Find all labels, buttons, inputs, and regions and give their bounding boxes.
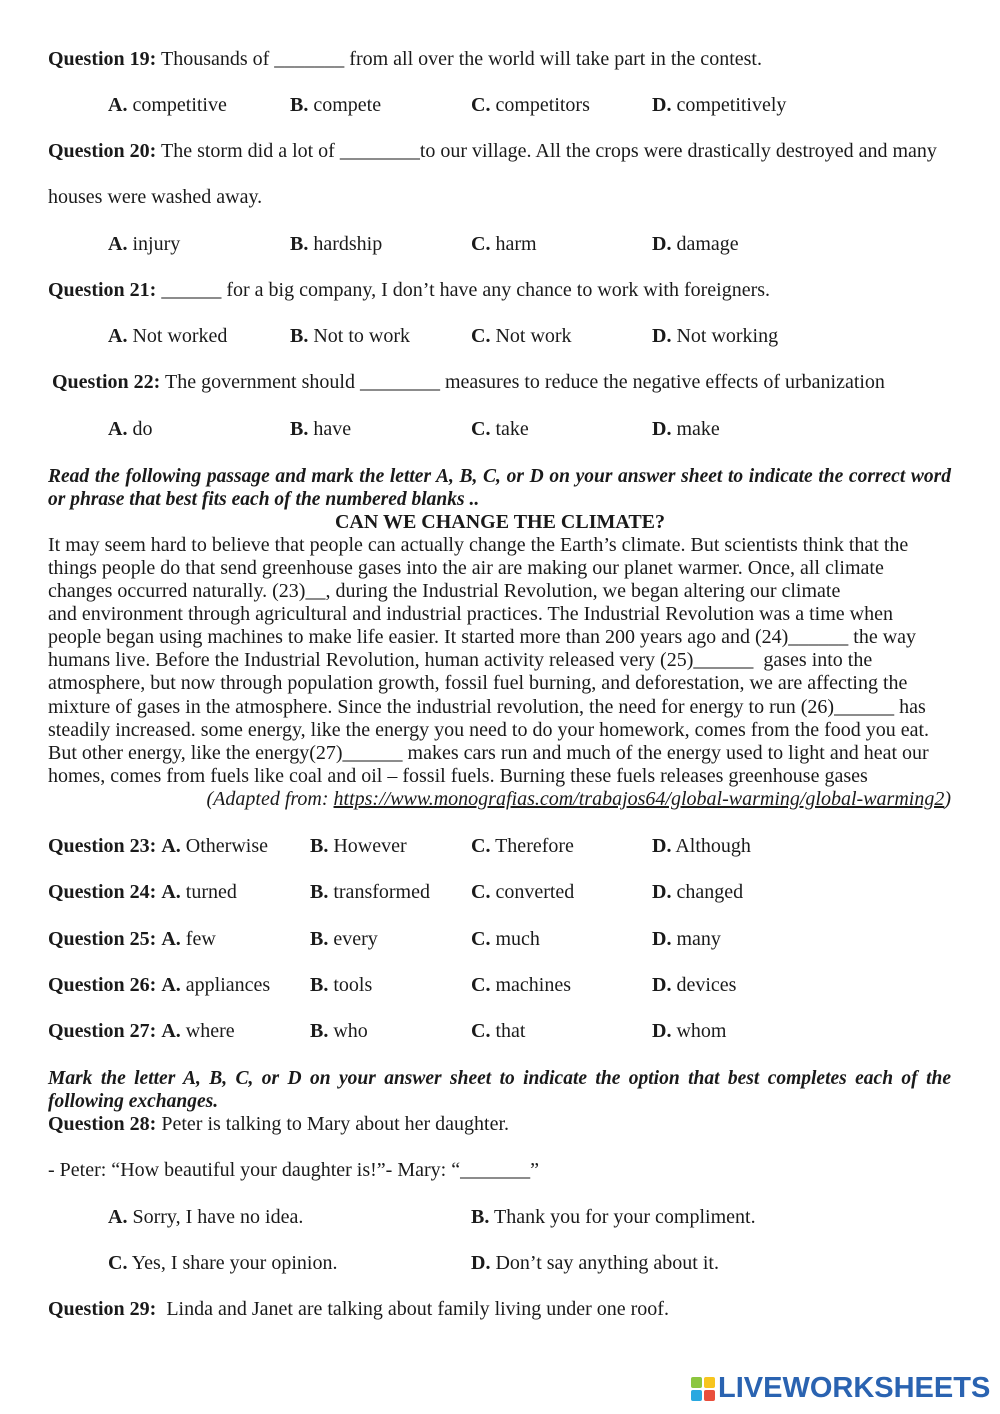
question-label: Question 21:	[48, 279, 157, 301]
liveworksheets-logo-icon	[690, 1376, 716, 1402]
option-text: Not to work	[313, 325, 411, 347]
option-a	[108, 233, 180, 256]
question-25	[0, 928, 1000, 951]
question-label: Question 28:	[48, 1113, 157, 1135]
option-letter: C.	[471, 325, 491, 347]
question-label: Question 19:	[48, 48, 157, 70]
option-c	[471, 974, 571, 997]
option-c	[471, 233, 537, 256]
option-letter: B.	[310, 928, 329, 950]
option-a	[108, 418, 152, 441]
question-29	[0, 1298, 1000, 1321]
option-letter: B.	[471, 1206, 490, 1228]
passage-text: people began using machines to make life easier. It started more than 200 years ago and (24)______ the way	[48, 626, 917, 648]
option-text: hardship	[313, 233, 383, 255]
liveworksheets-logo-text[interactable]: LIVEWORKSHEETS	[718, 1372, 991, 1404]
option-letter: C.	[471, 94, 491, 116]
question-stem-line	[52, 371, 885, 394]
option-letter: D.	[652, 1020, 672, 1042]
option-letter: A.	[108, 94, 128, 116]
option-letter: D.	[652, 94, 672, 116]
passage-line	[0, 649, 1000, 672]
option-c	[471, 928, 540, 951]
passage-line	[0, 696, 1000, 719]
option-text: competitive	[132, 94, 227, 116]
option-c	[471, 1020, 525, 1043]
passage-text: steadily increased. some energy, like the energy you need to do your homework, comes from the food you eat.	[48, 719, 930, 741]
option-c	[471, 94, 590, 117]
question-stem: The government should ________ measures to reduce the negative effects of urbanization	[164, 371, 885, 393]
passage-text: and environment through agricultural and industrial practices. The Industrial Revolution was a time when	[48, 603, 893, 625]
question-stem-line	[48, 1113, 509, 1136]
option-text: devices	[676, 974, 737, 996]
option-letter: A.	[161, 928, 181, 950]
option-c	[471, 325, 572, 348]
option-text: Thank you for your compliment.	[493, 1206, 756, 1228]
option-letter: D.	[652, 835, 672, 857]
option-text: competitors	[495, 94, 590, 116]
passage-line	[0, 580, 1000, 603]
question-20	[0, 140, 1000, 163]
logo-tile-icon	[704, 1390, 715, 1401]
option-d	[652, 325, 778, 348]
option-text: Yes, I share your opinion.	[131, 1252, 338, 1274]
question-27	[0, 1020, 1000, 1043]
option-text: competitively	[676, 94, 787, 116]
option-text: harm	[495, 233, 537, 255]
question-label: Question 27:	[48, 1020, 157, 1042]
option-letter: C.	[108, 1252, 128, 1274]
source-prefix: (Adapted from:	[206, 788, 334, 810]
option-letter: B.	[310, 835, 329, 857]
passage-line	[0, 765, 1000, 788]
option-letter: C.	[471, 928, 491, 950]
option-text: where	[185, 1020, 235, 1042]
exchanges-instruction-line: Mark the letter A, B, C, or D on your answer sheet to indicate the option that best completes each of the	[48, 1068, 951, 1089]
option-letter: C.	[471, 835, 491, 857]
question-28-options-row-1	[0, 1206, 1000, 1229]
option-b	[310, 881, 430, 904]
question-20-options	[0, 233, 1000, 256]
question-28-dialogue	[0, 1159, 1000, 1182]
option-letter: A.	[108, 1206, 128, 1228]
question-22	[0, 371, 1000, 394]
option-letter: D.	[652, 325, 672, 347]
option-text: turned	[185, 881, 237, 903]
question-stem: ______ for a big company, I don’t have any chance to work with foreigners.	[161, 279, 771, 301]
option-letter: C.	[471, 233, 491, 255]
question-stem-line	[48, 1298, 669, 1321]
question-label: Question 22:	[52, 371, 161, 393]
option-text: Not working	[676, 325, 779, 347]
option-text: Don’t say anything about it.	[495, 1252, 719, 1274]
option-text: that	[495, 1020, 526, 1042]
passage-text: It may seem hard to believe that people can actually change the Earth’s climate. But scientists think that the	[48, 534, 909, 556]
option-text: damage	[676, 233, 739, 255]
source-suffix: )	[944, 788, 951, 810]
option-letter: A.	[108, 418, 128, 440]
option-c	[108, 1252, 337, 1275]
question-stem: The storm did a lot of ________to our village. All the crops were drastically destroyed and many	[160, 140, 937, 162]
question-label: Question 20:	[48, 140, 157, 162]
logo-tile-icon	[691, 1377, 702, 1388]
option-letter: D.	[652, 881, 672, 903]
option-b	[290, 325, 410, 348]
option-a	[108, 325, 227, 348]
option-letter: B.	[290, 325, 309, 347]
option-text: tools	[333, 974, 373, 996]
question-stem-line	[48, 140, 937, 163]
question-28-options-row-2	[0, 1252, 1000, 1275]
passage-text: humans live. Before the Industrial Revolution, human activity released very (25)______ gases into the	[48, 649, 873, 671]
passage-text: mixture of gases in the atmosphere. Since the industrial revolution, the need for energy to run (26)______ has	[48, 696, 926, 718]
option-a	[48, 928, 216, 951]
option-c	[471, 881, 574, 904]
question-stem-continued: houses were washed away.	[48, 186, 263, 208]
option-text: many	[676, 928, 721, 950]
passage-line	[0, 603, 1000, 626]
question-22-options	[0, 418, 1000, 441]
passage-line	[0, 534, 1000, 557]
passage-line	[0, 557, 1000, 580]
passage-text: homes, comes from fuels like coal and oil – fossil fuels. Burning these fuels releases greenhouse gases	[48, 765, 868, 787]
option-text: machines	[495, 974, 571, 996]
option-letter: A.	[161, 881, 181, 903]
passage-title: CAN WE CHANGE THE CLIMATE?	[334, 511, 666, 533]
option-text: However	[333, 835, 407, 857]
option-letter: B.	[310, 881, 329, 903]
option-b	[310, 1020, 368, 1043]
option-b	[290, 233, 382, 256]
option-letter: A.	[108, 325, 128, 347]
option-letter: A.	[161, 1020, 181, 1042]
option-a	[108, 94, 227, 117]
passage-text: things people do that send greenhouse gases into the air are making our planet warmer. Once, all climate	[48, 557, 884, 579]
question-21	[0, 279, 1000, 302]
question-21-options	[0, 325, 1000, 348]
option-a	[48, 1020, 235, 1043]
passage-line	[0, 626, 1000, 649]
option-text: appliances	[185, 974, 271, 996]
option-letter: B.	[310, 1020, 329, 1042]
logo-tile-icon	[691, 1390, 702, 1401]
option-d	[652, 835, 751, 858]
question-stem: Thousands of _______ from all over the world will take part in the contest.	[160, 48, 762, 70]
passage-source	[48, 788, 951, 811]
cloze-instruction-line: or phrase that best fits each of the numbered blanks ..	[48, 489, 480, 510]
cloze-instruction-line: Read the following passage and mark the letter A, B, C, or D on your answer sheet to indicate the correct word	[48, 466, 951, 487]
option-b	[290, 94, 381, 117]
option-text: make	[676, 418, 720, 440]
option-text: do	[132, 418, 153, 440]
option-letter: B.	[310, 974, 329, 996]
option-text: much	[495, 928, 540, 950]
option-text: take	[495, 418, 529, 440]
option-text: whom	[676, 1020, 727, 1042]
option-text: changed	[676, 881, 744, 903]
passage-line	[0, 742, 1000, 765]
option-letter: C.	[471, 1020, 491, 1042]
option-d	[652, 418, 720, 441]
option-letter: D.	[471, 1252, 491, 1274]
option-letter: C.	[471, 974, 491, 996]
option-letter: C.	[471, 881, 491, 903]
option-b	[290, 418, 351, 441]
option-letter: B.	[290, 418, 309, 440]
option-text: injury	[132, 233, 181, 255]
passage-text: atmosphere, but now through population growth, fossil fuel burning, and deforestation, we are affecting the	[48, 672, 908, 694]
option-letter: C.	[471, 418, 491, 440]
option-text: transformed	[333, 881, 430, 903]
option-letter: D.	[652, 928, 672, 950]
passage-text: But other energy, like the energy(27)______ makes cars run and much of the energy used to light and heat our	[48, 742, 929, 764]
option-text: Sorry, I have no idea.	[132, 1206, 304, 1228]
passage-text: changes occurred naturally. (23)__, during the Industrial Revolution, we began altering our climate	[48, 580, 841, 602]
option-d	[652, 928, 721, 951]
question-label: Question 26:	[48, 974, 157, 996]
option-letter: A.	[161, 835, 181, 857]
passage-line	[0, 719, 1000, 742]
question-stem-line	[48, 279, 770, 302]
question-stem: Peter is talking to Mary about her daughter.	[161, 1113, 510, 1135]
option-text: Although	[675, 835, 751, 857]
option-text: Not worked	[132, 325, 228, 347]
option-letter: B.	[290, 233, 309, 255]
option-text: have	[313, 418, 352, 440]
option-a	[48, 835, 268, 858]
option-text: converted	[495, 881, 575, 903]
option-a	[108, 1206, 303, 1229]
exchanges-instruction-line: following exchanges.	[48, 1091, 219, 1112]
option-letter: B.	[290, 94, 309, 116]
question-24	[0, 881, 1000, 904]
option-a	[48, 974, 270, 997]
question-28	[0, 1113, 1000, 1136]
option-text: Therefore	[495, 835, 574, 857]
option-b	[310, 928, 378, 951]
question-label: Question 25:	[48, 928, 157, 950]
question-label: Question 29:	[48, 1298, 157, 1320]
question-23	[0, 835, 1000, 858]
question-19-options	[0, 94, 1000, 117]
option-b	[310, 835, 407, 858]
option-text: few	[185, 928, 216, 950]
question-stem: Linda and Janet are talking about family living under one roof.	[161, 1298, 669, 1320]
question-label: Question 24:	[48, 881, 157, 903]
passage-line	[0, 672, 1000, 695]
question-label: Question 23:	[48, 835, 157, 857]
source-link[interactable]: https://www.monografias.com/trabajos64/global-warming/global-warming2	[333, 788, 945, 810]
option-d	[471, 1252, 719, 1275]
option-text: every	[333, 928, 378, 950]
dialogue-text: - Peter: “How beautiful your daughter is!”- Mary: “_______”	[48, 1159, 539, 1181]
option-text: compete	[313, 94, 382, 116]
option-text: who	[333, 1020, 368, 1042]
option-letter: A.	[108, 233, 128, 255]
option-letter: D.	[652, 974, 672, 996]
question-stem-line	[48, 48, 762, 71]
option-letter: A.	[161, 974, 181, 996]
option-d	[652, 881, 743, 904]
option-d	[652, 233, 739, 256]
option-d	[652, 1020, 726, 1043]
option-b	[471, 1206, 756, 1229]
option-letter: D.	[652, 418, 672, 440]
option-text: Otherwise	[185, 835, 268, 857]
question-19	[0, 48, 1000, 71]
option-d	[652, 974, 736, 997]
option-c	[471, 418, 529, 441]
option-d	[652, 94, 786, 117]
question-20-continued	[0, 186, 1000, 209]
logo-tile-icon	[704, 1377, 715, 1388]
option-b	[310, 974, 372, 997]
option-a	[48, 881, 237, 904]
question-26	[0, 974, 1000, 997]
option-letter: D.	[652, 233, 672, 255]
option-c	[471, 835, 574, 858]
option-text: Not work	[495, 325, 572, 347]
